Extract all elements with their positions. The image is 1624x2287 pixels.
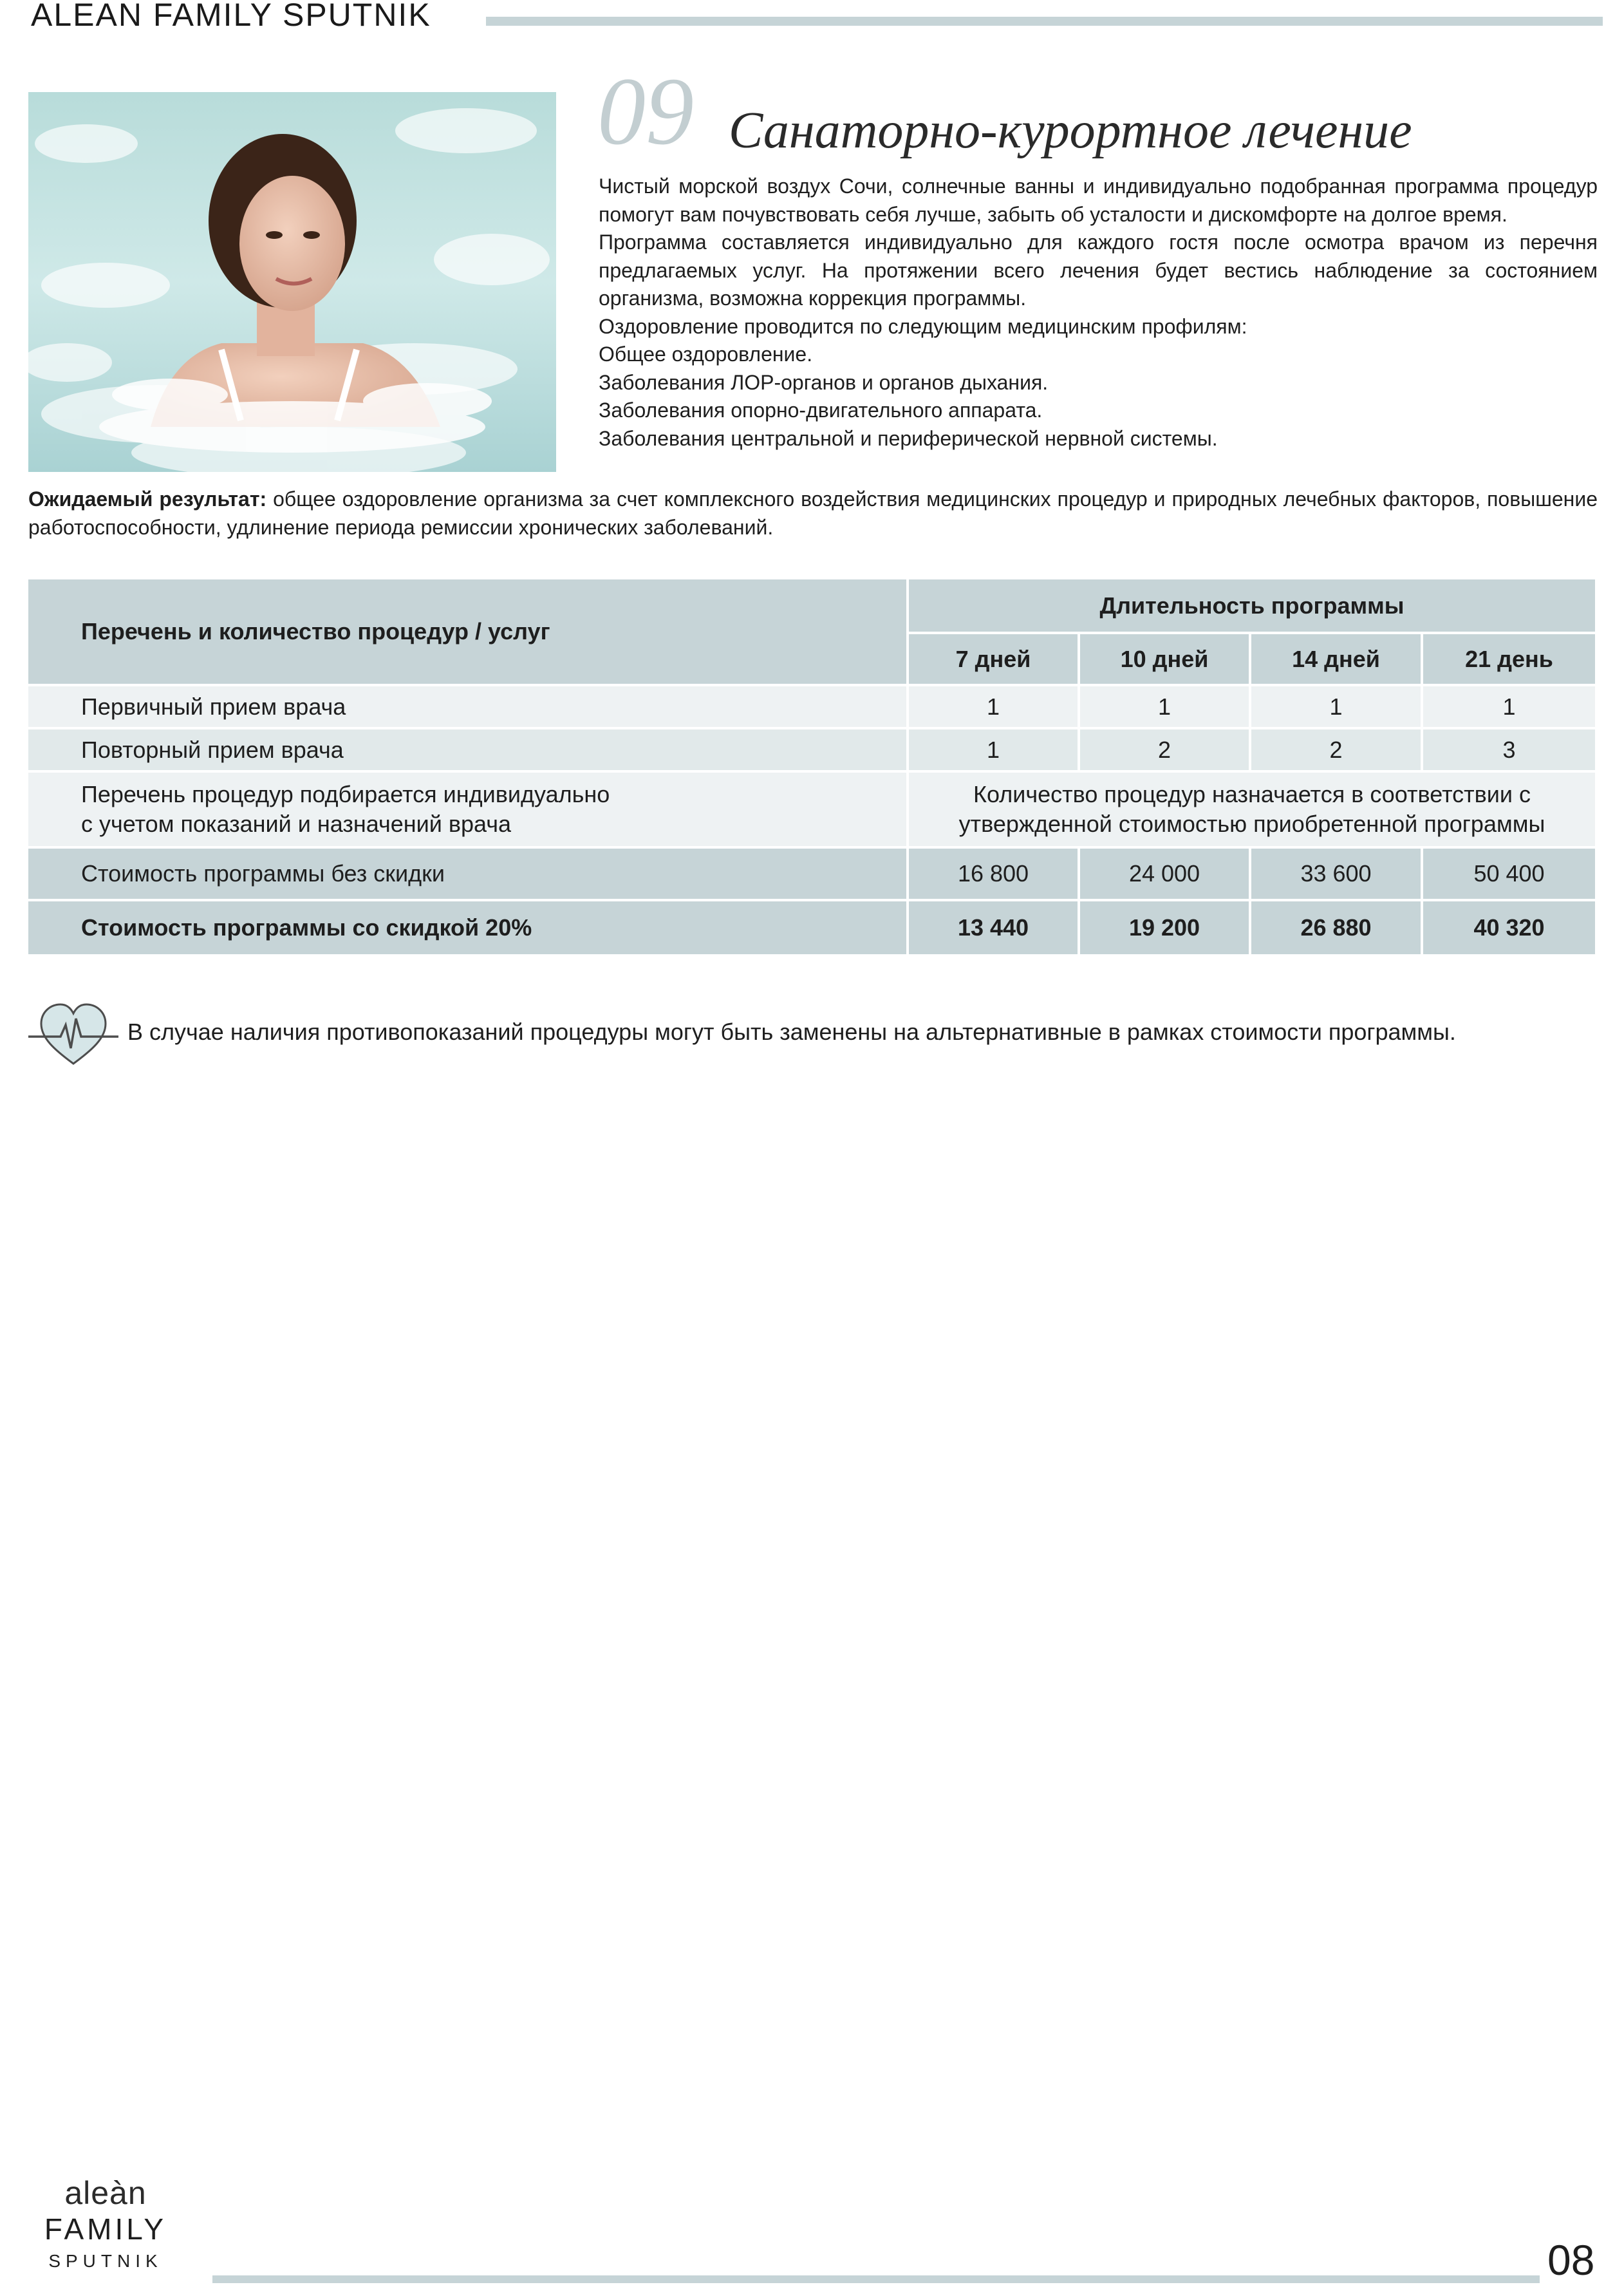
logo-line: SPUTNIK: [48, 2251, 163, 2271]
duration-header: 21 день: [1423, 634, 1595, 686]
row-value: 1: [1423, 686, 1595, 729]
duration-header: 7 дней: [909, 634, 1080, 686]
profile-item: Общее оздоровление.: [599, 343, 813, 366]
table-row: [28, 773, 1595, 849]
profile-item: Заболевания центральной и периферической нервной системы.: [599, 426, 1218, 450]
discount-value: 13 440: [909, 901, 1080, 954]
procedures-note-line: утвержденной стоимостью приобретенной программы: [958, 811, 1545, 837]
intro-paragraph: Программа составляется индивидуально для каждого гостя после осмотра врачом из перечня предлагаемых услуг. На протяжении всего лечения будет вестись наблюдение за состоянием организма, возможна коррекция программы.: [599, 231, 1598, 310]
procedures-note-line: Количество процедур назначается в соответствии с: [973, 781, 1531, 807]
section-title: Санаторно-курортное лечение: [729, 102, 1412, 159]
header-rule: [486, 17, 1603, 26]
row-value: 3: [1423, 729, 1595, 773]
discount-value: 40 320: [1423, 901, 1595, 954]
row-value: 1: [909, 686, 1080, 729]
row-value: 2: [1080, 729, 1251, 773]
procedures-note-line: с учетом показаний и назначений врача: [81, 811, 512, 837]
discount-value: 26 880: [1251, 901, 1423, 954]
table-group-header: Длительность программы: [909, 579, 1595, 634]
discount-label: Стоимость программы со скидкой 20%: [28, 901, 909, 954]
profile-item: Заболевания ЛОР-органов и органов дыхания.: [599, 370, 1049, 394]
price-label: Стоимость программы без скидки: [28, 849, 909, 901]
page-number: 08: [1547, 2236, 1595, 2284]
logo-line: FAMILY: [44, 2212, 167, 2246]
price-value: 24 000: [1080, 849, 1251, 901]
row-label: Повторный прием врача: [28, 729, 909, 773]
table-row: [28, 686, 1595, 729]
alean-logo: [28, 2175, 183, 2275]
price-value: 33 600: [1251, 849, 1423, 901]
header-brand: ALEAN FAMILY SPUTNIK: [31, 0, 431, 33]
heart-pulse-icon: [28, 999, 118, 1069]
spa-photo: [28, 92, 556, 472]
profile-item: Заболевания опорно-двигательного аппарата.: [599, 399, 1043, 422]
row-value: 1: [1080, 686, 1251, 729]
intro-paragraph: Чистый морской воздух Сочи, солнечные ванны и индивидуально подобранная программа процедур помогут вам почувствовать себя лучше, забыть об усталости и дискомфорте на долгое время.: [599, 174, 1598, 226]
procedures-note-label: [28, 773, 909, 849]
price-value: 50 400: [1423, 849, 1595, 901]
result-label: Ожидаемый результат:: [28, 487, 267, 511]
table-row: [28, 729, 1595, 773]
price-row: [28, 849, 1595, 901]
result-text: общее оздоровление организма за счет комплексного воздействия медицинских процедур и природных лечебных факторов, повышение работоспособности, удлинение периода ремиссии хронических заболеваний.: [28, 487, 1598, 539]
row-value: 1: [1251, 686, 1423, 729]
expected-result: [28, 485, 1598, 541]
section-number: 09: [597, 58, 694, 165]
procedures-note-line: Перечень процедур подбирается индивидуально: [81, 781, 610, 807]
row-label: Первичный прием врача: [28, 686, 909, 729]
intro-paragraph: Оздоровление проводится по следующим медицинским профилям:: [599, 314, 1247, 338]
discount-value: 19 200: [1080, 901, 1251, 954]
table-col-header: Перечень и количество процедур / услуг: [28, 579, 909, 686]
duration-header: 14 дней: [1251, 634, 1423, 686]
price-value: 16 800: [909, 849, 1080, 901]
program-table: [28, 579, 1595, 954]
discount-row: [28, 901, 1595, 954]
intro-text: [599, 173, 1598, 453]
logo-line: aleàn: [64, 2175, 147, 2211]
footnote-text: В случае наличия противопоказаний процедуры могут быть заменены на альтернативные в рамках стоимости программы.: [127, 1019, 1456, 1045]
duration-header: 10 дней: [1080, 634, 1251, 686]
row-value: 2: [1251, 729, 1423, 773]
row-value: 1: [909, 729, 1080, 773]
footer-rule: [212, 2275, 1540, 2283]
procedures-note-text: [909, 773, 1595, 849]
